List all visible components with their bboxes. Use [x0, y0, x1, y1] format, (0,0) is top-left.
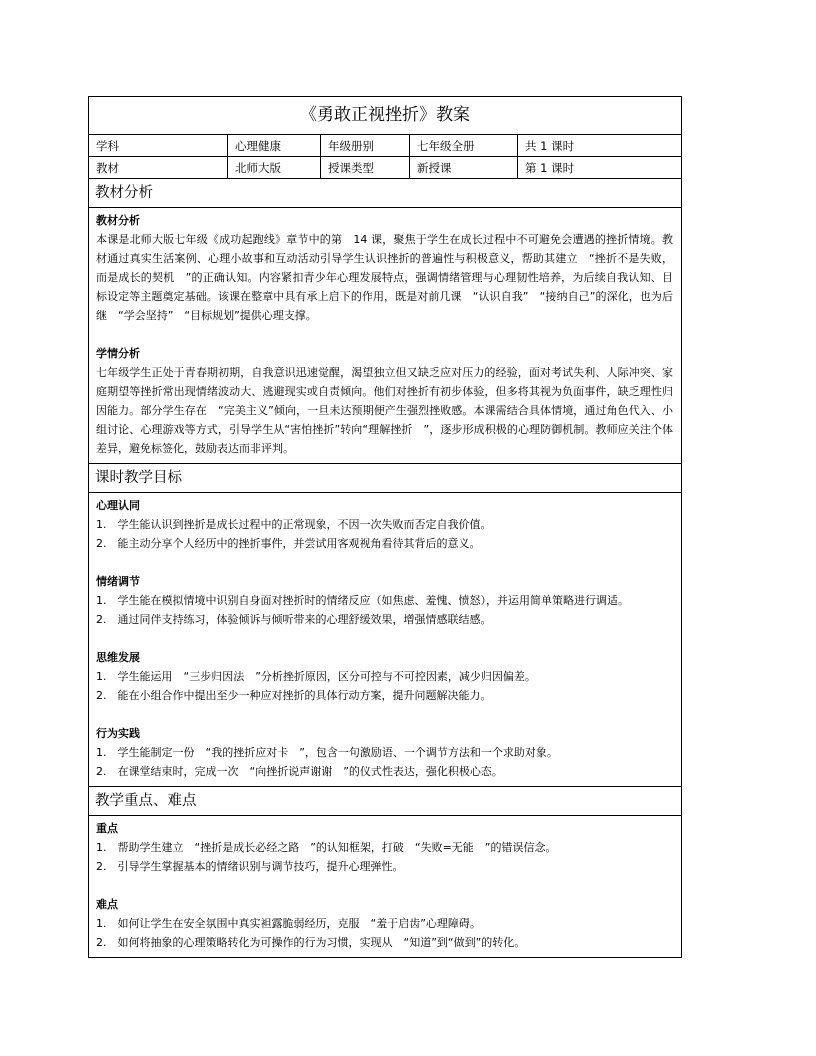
list-item: 2. 通过同伴支持练习，体验倾诉与倾听带来的心理舒缓效果，增强情感联结感。: [96, 613, 492, 626]
list-item: 2. 能主动分享个人经历中的挫折事件，并尝试用客观视角看待其背后的意义。: [96, 537, 481, 550]
list-item: 1. 学生能运用 “三步归因法 ”分析挫折原因，区分可控与不可控因素，减少归因偏差。: [96, 670, 536, 683]
section-heading: 教学重点、难点: [89, 787, 681, 816]
subsection-title: 难点: [96, 898, 118, 911]
info-table: [89, 135, 681, 179]
info-cell: 共 1 课时: [518, 135, 681, 157]
subsection-title: 情绪调节: [96, 575, 140, 588]
document-title: 《勇敢正视挫折》教案: [89, 97, 681, 135]
subsection-title: 思维发展: [96, 651, 140, 664]
list-item: 2. 如何将抽象的心理策略转化为可操作的行为习惯，实现从 “知道”到“做到”的转化。: [96, 936, 526, 949]
list-item: 2. 在课堂结束时，完成一次 “向挫折说声谢谢 ”的仪式性表达，强化积极心态。: [96, 765, 503, 778]
lesson-plan-document: [88, 96, 682, 958]
subsection-title: 心理认同: [96, 499, 140, 512]
section-textbook-analysis: [89, 179, 681, 464]
info-cell: 北师大版: [228, 157, 321, 179]
info-cell: 授课类型: [321, 157, 410, 179]
info-cell: 学科: [89, 135, 228, 157]
list-item: 1. 帮助学生建立 “挫折是成长必经之路 ”的认知框架，打破 “失败=无能 ”的错误信念。: [96, 841, 557, 854]
info-cell: 第 1 课时: [518, 157, 681, 179]
subsection-title: 学情分析: [96, 347, 140, 360]
info-cell: 新授课: [410, 157, 518, 179]
list-item: 1. 学生能认识到挫折是成长过程中的正常现象，不因一次失败而否定自我价值。: [96, 518, 492, 531]
list-item: 1. 如何让学生在安全氛围中真实袒露脆弱经历，克服 “羞于启齿”心理障碍。: [96, 917, 481, 930]
subsection-title: 教材分析: [96, 214, 140, 227]
info-cell: 教材: [89, 157, 228, 179]
info-cell: 年级册别: [321, 135, 410, 157]
info-cell: 心理健康: [228, 135, 321, 157]
list-item: 2. 引导学生掌握基本的情绪识别与调节技巧，提升心理弹性。: [96, 860, 404, 873]
paragraph: 本课是北师大版七年级《成功起跑线》章节中的第 14 课，聚焦于学生在成长过程中不可避免会遭遇的挫折情境。教材通过真实生活案例、心理小故事和互动活动引导学生认识挫折的普遍性与积极意义，帮助其建立 “挫折不是失败，而是成长的契机 ”的正确认知。内容紧扣青少年心理发展特点，强调情绪管理与心理韧性培养，为后续自我认知、目标设定等主题奠定基础。该课在整章中具有承上启下的作用，既是对前几课 “认识自我” “接纳自己”的深化，也为后继 “学会坚持” “目标规划”提供心理支撑。: [96, 233, 673, 322]
list-item: 2. 能在小组合作中提出至少一种应对挫折的具体行动方案，提升问题解决能力。: [96, 689, 492, 702]
list-item: 1. 学生能在模拟情境中识别自身面对挫折时的情绪反应（如焦虑、羞愧、愤怒），并运用简单策略进行调适。: [96, 594, 629, 607]
section-heading: 教材分析: [89, 179, 681, 208]
subsection-title: 行为实践: [96, 727, 140, 740]
section-heading: 课时教学目标: [89, 464, 681, 493]
list-item: 1. 学生能制定一份 “我的挫折应对卡 ”，包含一句激励语、一个调节方法和一个求助对象。: [96, 746, 558, 759]
section-key-points: [89, 787, 681, 957]
paragraph: 七年级学生正处于青春期初期，自我意识迅速觉醒，渴望独立但又缺乏应对压力的经验，面对考试失利、人际冲突、家庭期望等挫折常出现情绪波动大、逃避现实或自责倾向。他们对挫折有初步体验，但多将其视为负面事件，缺乏理性归因能力。部分学生存在 “完美主义”倾向，一旦未达预期便产生强烈挫败感。本课需结合具体情境，通过角色代入、小组讨论、心理游戏等方式，引导学生从“害怕挫折”转向“理解挫折 ”，逐步形成积极的心理防御机制。教师应关注个体差异，避免标签化，鼓励表达而非评判。: [96, 366, 673, 455]
section-objectives: [89, 464, 681, 787]
subsection-title: 重点: [96, 822, 118, 835]
info-cell: 七年级全册: [410, 135, 518, 157]
